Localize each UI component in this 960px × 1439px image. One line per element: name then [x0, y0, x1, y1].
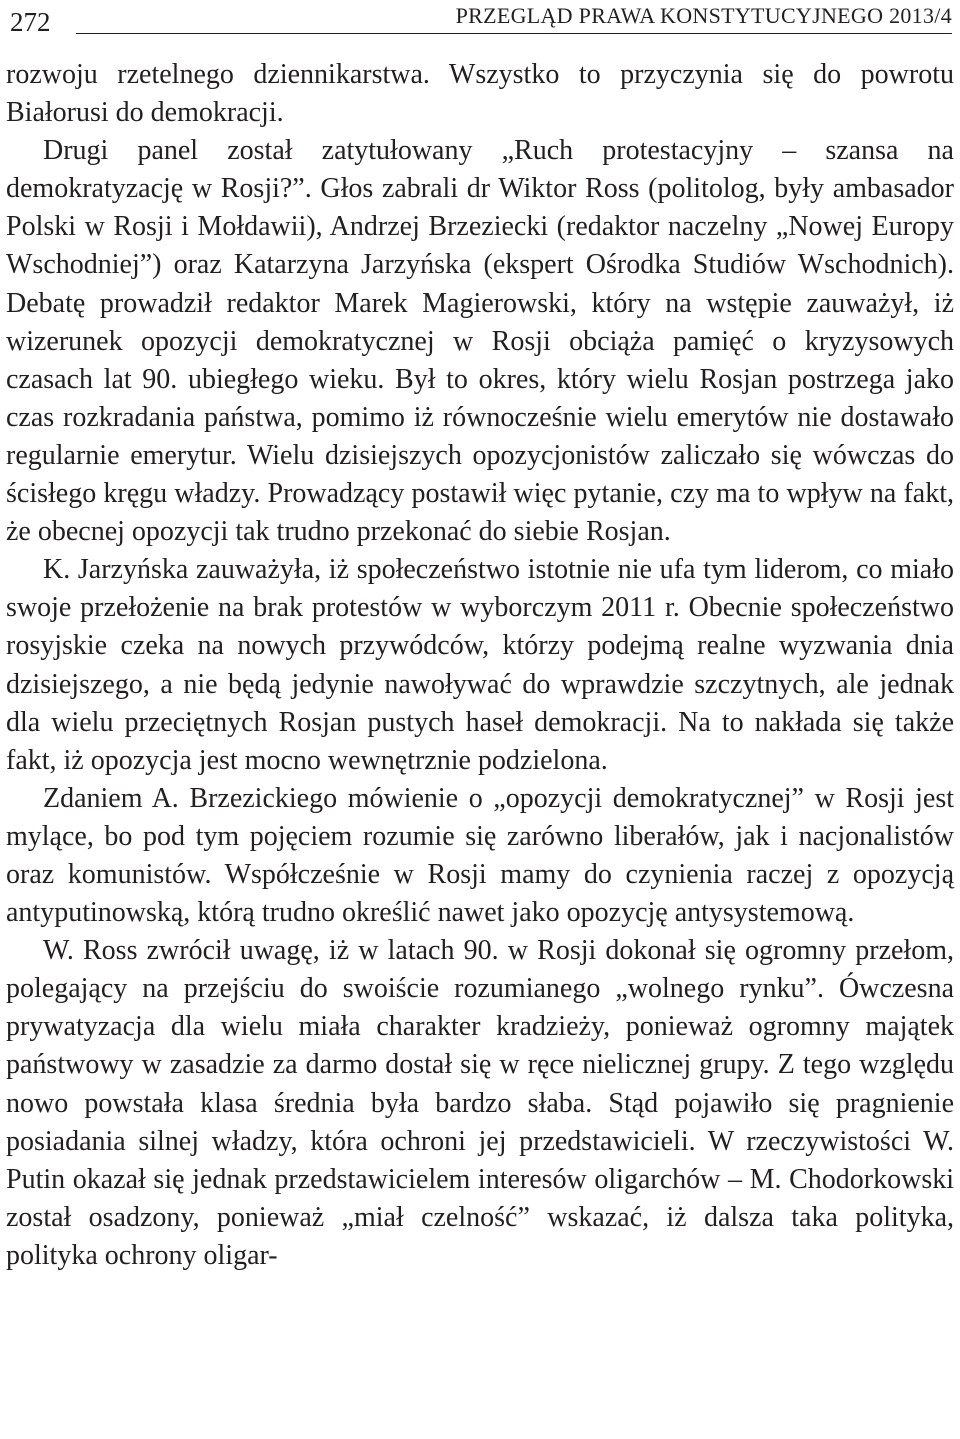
- page-number: 272: [10, 7, 51, 37]
- paragraph: Drugi panel został zatytułowany „Ruch protestacyjny – szansa na demokratyzację w Rosji?”. Głos zabrali dr Wiktor Ross (politolog, były ambasador Polski w Rosji i Mołdawii), Andrzej Brzeziecki (redaktor naczelny „Nowej Europy Wschodniej”) oraz Katarzyna Jarzyńska (ekspert Ośrodka Studiów Wschodnich). Debatę prowadził redaktor Marek Magierowski, który na wstępie zauważył, iż wizerunek opozycji demokratycznej w Rosji obciąża pamięć o kryzysowych czasach lat 90. ubiegłego wieku. Był to okres, który wielu Rosjan postrzega jako czas rozkradania państwa, pomimo iż równocześnie wielu emerytów nie dostawało regularnie emerytur. Wielu dzisiejszych opozycjonistów zaliczało się wówczas do ścisłego kręgu władzy. Prowadzący postawił więc pytanie, czy ma to wpływ na fakt, że obecnej opozycji tak trudno przekonać do siebie Rosjan.: [6, 135, 954, 548]
- running-title: PRZEGLĄD PRAWA KONSTYTUCYJNEGO 2013/4: [455, 3, 952, 28]
- body-text: [6, 56, 954, 1275]
- paragraph: W. Ross zwrócił uwagę, iż w latach 90. w Rosji dokonał się ogromny przełom, polegający na przejściu do swoiście rozumianego „wolnego rynku”. Ówczesna prywatyzacja dla wielu miała charakter kradzieży, ponieważ ogromny majątek państwowy w zasadzie za darmo dostał się w ręce nielicznej grupy. Z tego względu nowo powstała klasa średnia była bardzo słaba. Stąd pojawiło się pragnienie posiadania silnej władzy, która ochroni jej przedstawicieli. W rzeczywistości W. Putin okazał się jednak przedstawicielem interesów oligarchów – M. Chodorkowski został osadzony, ponieważ „miał czelność” wskazać, iż dalsza taka polityka, polityka ochrony oligar-: [6, 935, 954, 1271]
- paragraph-continued: rozwoju rzetelnego dziennikarstwa. Wszystko to przyczynia się do powrotu Białorusi do demokracji.: [6, 59, 954, 129]
- paragraph: Zdaniem A. Brzezickiego mówienie o „opozycji demokratycznej” w Rosji jest mylące, bo pod tym pojęciem rozumie się zarówno liberałów, jak i nacjonalistów oraz komunistów. Współcześnie w Rosji mamy do czynienia raczej z opozycją antyputinowską, którą trudno określić nawet jako opozycję antysystemową.: [6, 782, 954, 929]
- paragraph: K. Jarzyńska zauważyła, iż społeczeństwo istotnie nie ufa tym liderom, co miało swoje przełożenie na brak protestów w wyborczym 2011 r. Obecnie społeczeństwo rosyjskie czeka na nowych przywódców, którzy podejmą realne wyzwania dnia dzisiejszego, a nie będą jedynie nawoływać do wprawdzie szczytnych, ale jednak dla wielu przeciętnych Rosjan pustych haseł demokracji. Na to nakłada się także fakt, iż opozycja jest mocno wewnętrznie podzielona.: [6, 554, 954, 776]
- page-header: [6, 0, 954, 44]
- header-rule: [76, 33, 952, 34]
